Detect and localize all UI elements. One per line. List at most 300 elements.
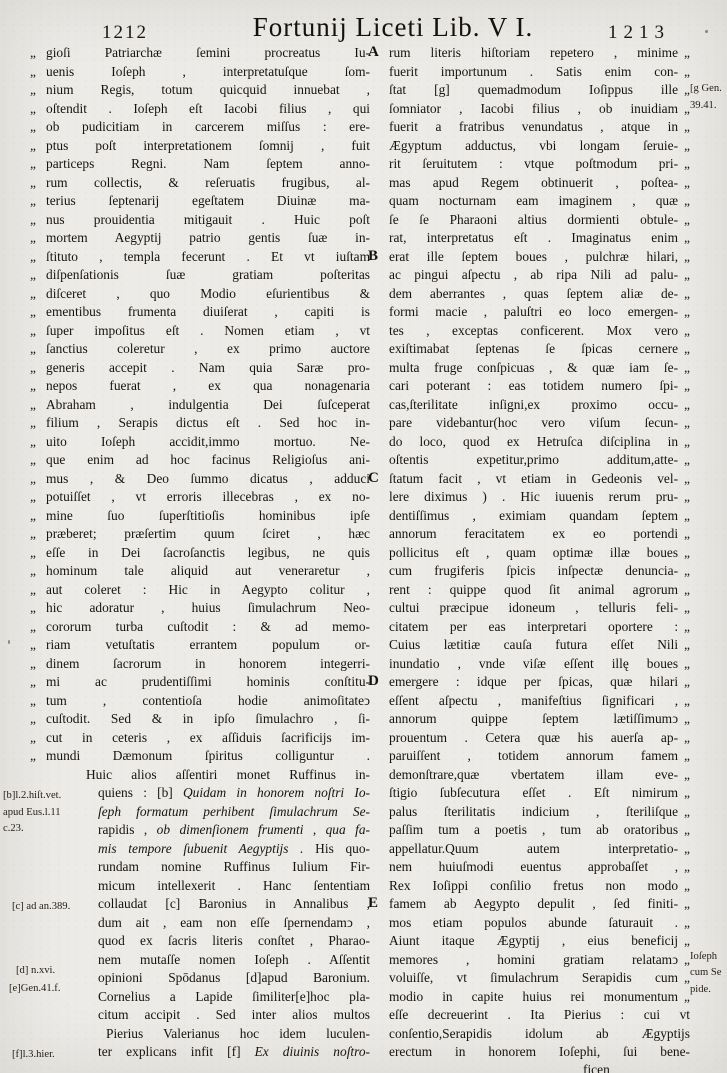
text-line-left [30,969,370,988]
body-text: uenis Ioſeph , interpretatuſque ſom- [46,63,370,79]
text-line-right [389,1006,690,1025]
italic-quotation-text: ſeph formatum perhibent ſimulachrum Se- [98,803,370,819]
quote-mark-opening: „ [30,415,36,430]
body-text: ſomniator , Iacobi filius , ob inuidiam [389,100,679,116]
margin-note-line: Ioſeph [690,950,718,962]
body-text: rit ſeruitutem : vtque poſtmodum pri- [389,156,679,171]
text-line-left [30,988,370,1007]
margin-note-left [3,788,61,838]
text-line-left [30,414,370,433]
left-text-column [30,44,370,1062]
quote-mark-closing: „ [684,600,690,615]
body-text: cororum turba cuſtodit : & ad memo- [46,618,370,634]
quote-mark-opening: „ [30,174,36,190]
quote-mark-closing: „ [684,674,690,689]
quote-mark-opening: „ [30,433,36,449]
text-line-right [389,932,690,951]
quote-mark-opening: „ [30,581,36,597]
quote-mark-closing: „ [684,119,690,134]
text-line-left [30,137,370,156]
text-line-right [389,118,690,137]
body-text: cum frugiferis ſpicis inſpectæ denuncia- [389,563,679,578]
text-line-left [30,192,370,211]
quote-mark-closing: „ [684,803,690,819]
text-line-right [389,877,690,896]
body-text: filium , Serapis dictus eſt . Sed hoc in- [46,415,370,430]
body-text: mus , & Deo ſummo dicatus , adduci [46,470,370,486]
text-line-left [30,507,370,526]
body-text: voluiſſe, vt ſimulachrum Serapidis cum [389,970,679,985]
text-line-right [389,951,690,970]
body-text: eſſe decreuerint . Ita Pierius : cui vt [389,1007,690,1022]
quote-mark-closing: „ [684,396,690,412]
body-text: cultui præcipue idoneum , telluris feli- [389,600,679,615]
quote-mark-opening: „ [30,637,36,652]
body-text: ſtigio ſubſecutura eſſet . Eſt nimirum [389,785,679,800]
quote-mark-closing: „ [684,489,690,504]
body-text: Aiunt itaque Ægyptij , eius beneficij [389,933,679,948]
body-text: eſſent aſpectu , manifeſtius ſignificari , [389,692,679,708]
text-line-left [30,544,370,563]
body-text: rat, interpretatus eſt . Imaginatus enim [389,230,679,245]
section-letter-A: A [368,44,379,60]
body-text: prouentum . Cetera quæ his auerſa ap- [389,729,679,745]
text-line-right [389,581,690,600]
italic-quotation-text: mis tempore ſubuenit Aegyptijs . [98,840,316,856]
body-text: micum intellexerit . Hanc ſententiam [98,877,370,893]
text-line-left [30,211,370,230]
text-line-right [389,174,690,193]
text-line-left [30,229,370,248]
quote-mark-opening: „ [30,618,36,634]
body-text: collaudat [c] Baronius in Annalibus , [98,896,370,911]
quote-mark-closing: „ [684,711,690,726]
text-line-right [389,599,690,618]
margin-note-right [690,81,722,114]
body-text: nem huiuſmodi euentus approbaſſet , [389,859,679,874]
body-text: quiens : [b] [98,785,183,800]
quote-mark-opening: „ [30,563,36,578]
quote-mark-opening: „ [30,193,36,208]
quote-mark-opening: „ [30,600,36,615]
right-text-column [368,44,690,1062]
quote-mark-opening: „ [30,230,36,245]
text-line-right [389,340,690,359]
text-line-right [389,840,690,859]
text-line-left [30,118,370,137]
body-text: Cornelius a Lapide ſimiliter[e]hoc pla- [98,988,370,1004]
text-line-left [30,322,370,341]
text-line-right [389,211,690,230]
body-text: erat ille ſeptem boues , pulchræ hilari, [389,248,679,264]
text-line-right [389,562,690,581]
text-line-left [30,636,370,655]
body-text: citatem per eas interpretari oportere : [389,618,679,634]
text-line-right [389,618,690,637]
margin-note-left [12,1047,55,1064]
text-line-right [389,414,690,433]
text-line-right [389,100,690,119]
body-text: conſentio,Serapidis idolum ab Ægyptijs [389,1025,690,1041]
text-line-right [389,766,690,785]
text-line-left [30,1006,370,1025]
section-letter-B: B [368,247,379,264]
body-text: fuerit a fratribus venundatus , atque in [389,119,679,134]
body-text: ſe ſe Pharaoni altius dormienti obtule- [389,211,679,227]
body-text: aut coleret : Hic in Aegypto colitur , [46,581,370,597]
text-line-right [389,137,690,156]
italic-quotation-text: Quidam in honorem noſtri Io- [183,785,370,800]
body-text: mine ſuo ſuperſtitioſis hominibus ipſe [46,507,370,523]
quote-mark-opening: „ [30,341,36,356]
body-text: His quo- [315,840,370,856]
quote-mark-opening: „ [30,655,36,671]
body-text: oſtendit . Ioſeph eſt Iacobi filius , qui [46,100,370,116]
text-line-left [30,655,370,674]
body-text: mos etiam populos abunde ſaturauit . [389,914,679,930]
quote-mark-closing: „ [684,341,690,356]
text-line-right [389,692,690,711]
text-line-left [30,914,370,933]
margin-note-line: [f]l.3.hier. [12,1049,55,1060]
margin-note-left [12,899,70,916]
quote-mark-opening: „ [30,82,36,97]
text-line-left [30,729,370,748]
body-text: Huic alios aſſentiri monet Ruffinus in- [86,766,370,782]
quote-mark-opening: „ [30,304,36,319]
quote-mark-opening: „ [30,674,36,689]
quote-mark-closing: „ [684,877,690,893]
body-text: nium Regis, totum quicquid innuebat , [46,82,370,97]
quote-mark-closing: „ [684,507,690,523]
body-text: que enim ad hoc facinus Religioſus ani- [46,452,370,467]
quote-mark-closing: „ [684,359,690,375]
body-text: annorum feracitatem ex eo portendi [389,526,679,541]
body-text: tes , exceptas conficerent. Mox vero [389,322,679,338]
body-text: modio in capite huius rei monumentum [389,988,679,1004]
text-line-right [389,729,690,748]
text-line-right [368,673,690,692]
body-text: eſſe in Dei ſacroſanctis legibus, ne quis [46,544,370,560]
body-text: pare videbantur(hoc vero viſum ſecun- [389,415,679,430]
body-text: dum ait , eam non eſſe ſpernendamↄ , [98,914,370,930]
scan-speck [8,640,10,644]
quote-mark-closing: „ [684,248,690,264]
quote-mark-closing: „ [684,378,690,393]
section-letter-C: C [368,469,379,486]
quote-mark-opening: „ [30,119,36,134]
body-text: terius ſeptenarij egeſtatem Diuinæ ma- [46,193,370,208]
text-line-left [30,581,370,600]
body-text: Ægyptum adductus, vbi longam ſeruie- [389,137,679,153]
margin-note-line: 39.41. [690,99,717,111]
body-text: nus prouidentia mitigauit . Huic poſt [46,211,370,227]
section-letter-D: D [368,673,379,689]
body-text: cas,ſterilitate inſigni,ex proximo occu- [389,396,679,412]
quote-mark-opening: „ [30,729,36,745]
body-text: ementibus frumenta diuiſerat , capiti is [46,304,370,319]
text-line-left [30,303,370,322]
text-line-left [30,821,370,840]
text-line-left [30,951,370,970]
body-text: generis accepit . Nam quia Saræ pro- [46,359,370,375]
text-line-left [30,63,370,82]
body-text: tum , contentioſa hodie animoſitateↄ [46,692,370,708]
text-line-right [389,488,690,507]
body-text: palus ſterilitatis indicium , ſteriliſque [389,803,679,819]
quote-mark-opening: „ [30,322,36,338]
quote-mark-closing: „ [684,988,690,1004]
text-line-left [30,599,370,618]
text-line-left [30,1025,370,1044]
text-line-left [30,359,370,378]
body-text: quam nocturnam eam imaginem , quæ [389,193,679,208]
body-text: oſtentis expetitur,primo additum,atte- [389,452,679,467]
quote-mark-opening: „ [30,526,36,541]
body-text: Cuius lætitiæ cauſa futura eſſet Nili [389,637,679,652]
quote-mark-opening: „ [30,748,36,763]
quote-mark-closing: „ [684,729,690,745]
quote-mark-closing: „ [684,322,690,338]
quote-mark-closing: „ [684,156,690,171]
text-line-right [389,433,690,452]
body-text: ſtatum facit , vt etiam in Gedeonis vel- [389,470,679,486]
margin-note-line: apud Eus.l.11 [3,806,61,818]
body-text: gioſi Patriarchæ ſemini procreatus Iu- [46,45,370,60]
margin-note-line: [g Gen. [690,83,722,94]
text-line-right [368,247,690,267]
text-line-left [30,1043,370,1062]
quote-mark-closing: „ [684,230,690,245]
text-line-right [389,1025,690,1044]
text-line-left [30,155,370,174]
text-line-right [389,821,690,840]
quote-mark-closing: „ [684,896,690,911]
text-line-left [30,451,370,470]
quote-mark-closing: „ [684,211,690,227]
quote-mark-opening: „ [30,507,36,523]
quote-mark-opening: „ [30,711,36,726]
text-line-left [30,673,370,692]
text-line-right [389,155,690,174]
text-line-left [30,784,370,803]
quote-mark-opening: „ [30,396,36,412]
body-text: riam vetuſtatis errantem populum or- [46,637,370,652]
quote-mark-closing: „ [684,692,690,708]
text-line-right [389,914,690,933]
body-text: opinioni Spōdanus [d]apud Baronium. [98,970,370,985]
body-text: emergere : idque per ſpicas, quæ hilari [389,674,679,689]
running-title: Fortunij Liceti Lib. V I. [252,12,534,42]
margin-note-left [9,981,60,998]
text-line-left [30,858,370,877]
text-line-left [30,266,370,285]
quote-mark-closing: „ [684,970,690,985]
body-text: ac pingui aſpectu , ab ripa Nili ad palu- [389,267,679,282]
body-text: Pierius Valerianus hoc idem luculen- [106,1025,370,1041]
text-line-left [30,488,370,507]
text-line-left [30,710,370,729]
text-line-right [389,322,690,341]
body-text: famem ab Aegypto depulit , ſed finiti- [389,896,679,911]
text-line-right [389,747,690,766]
body-text: potuiſſet , vt erroris illecebras , ex no- [46,489,370,504]
quote-mark-closing: „ [684,415,690,430]
quote-mark-opening: „ [30,470,36,486]
body-text: ter explicans infit [f] [98,1044,255,1059]
margin-note-line: [d] n.xvi. [16,964,56,976]
quote-mark-closing: „ [684,840,690,856]
text-line-left [30,44,370,63]
body-text: fuerit importunum . Satis enim con- [389,63,679,79]
quote-mark-closing: „ [684,304,690,319]
text-line-right [389,285,690,304]
quote-mark-closing: „ [684,748,690,763]
body-text: diſceret , quo Modio eſurientibus & [46,285,370,301]
quote-mark-closing: „ [684,433,690,449]
body-text: cut in ceteris , ex aſſiduis ſacrificijs im- [46,729,370,745]
body-text: hic adoratur , huius ſimulachrum Neo- [46,600,370,615]
text-line-right [389,63,690,82]
text-line-right [368,895,690,914]
page-header [0,8,727,46]
body-text: ſuper impoſitus eſt . Nomen etiam , vt [46,322,370,338]
quote-mark-opening: „ [30,452,36,467]
body-text: Rex Ioſippi conſilio fretus non modo [389,877,679,893]
body-text: paruiſſent , totidem annorum famem [389,748,679,763]
margin-note-line: pide. [690,983,711,995]
quote-mark-closing: „ [684,859,690,874]
quote-mark-closing: „ [684,766,690,782]
text-line-right [389,784,690,803]
text-line-left [30,618,370,637]
text-line-left [30,340,370,359]
text-line-right [389,544,690,563]
text-line-right [389,988,690,1007]
body-text: ſtat [g] quemadmodum Ioſippus ille [389,82,679,97]
body-text: nepos fuerat , ex qua nonagenaria [46,378,370,393]
text-line-left [30,174,370,193]
italic-quotation-text: Ex diuinis noſtro- [254,1044,370,1059]
body-text: erectum in honorem Ioſephi, ſui bene- [389,1044,690,1059]
quote-mark-closing: „ [684,526,690,541]
text-line-left [30,285,370,304]
body-text: quod ex ſacris literis conſtet , Pharao- [98,933,370,948]
body-text: appellatur.Quum autem interpretatio- [389,840,679,856]
body-text: inundatio , vnde viſæ eſſent illę boues [389,655,679,671]
body-text: cari poterant : eas totidem numero ſpi- [389,378,679,393]
body-text: rum literis hiſtoriam repetero , minime [389,45,679,60]
margin-note-right [690,949,721,999]
text-line-left [30,747,370,766]
margin-note-line: [e]Gen.41.f. [9,983,61,994]
quote-mark-closing: „ [684,45,690,60]
text-line-left [30,248,370,267]
quote-mark-closing: „ [684,933,690,948]
quote-mark-closing: „ [684,581,690,597]
quote-mark-opening: „ [30,156,36,171]
text-line-right [368,44,690,63]
quote-mark-closing: „ [684,137,690,153]
quote-mark-opening: „ [30,489,36,504]
quote-mark-closing: „ [684,655,690,671]
text-line-left [30,562,370,581]
text-line-left [30,525,370,544]
text-line-right [389,81,690,100]
quote-mark-closing: „ [684,914,690,930]
text-line-right [389,525,690,544]
body-text: uito Ioſeph accidit,immo mortuo. Ne- [46,433,370,449]
quote-mark-closing: „ [684,618,690,634]
quote-mark-closing: „ [684,174,690,190]
quote-mark-closing: „ [684,637,690,652]
quote-mark-opening: „ [30,378,36,393]
quote-mark-opening: „ [30,100,36,116]
quote-mark-closing: „ [684,785,690,800]
quote-mark-opening: „ [30,692,36,708]
body-text: ſtituto , templa fecerunt . Et vt iuſtam [46,248,370,264]
body-text: formi macie , paluſtri eo loco emergen- [389,304,679,319]
margin-note-line: [c] ad an.389. [12,901,71,912]
body-text: ſanctius coleretur , ex primo auctore [46,341,370,356]
text-line-right [389,396,690,415]
quote-mark-opening: „ [30,137,36,153]
text-line-right [389,969,690,988]
quote-mark-closing: „ [684,100,690,116]
quote-mark-closing: „ [684,951,690,967]
body-text: exiſtimabat ſeptenas ſe ſpicas cernere [389,341,679,356]
text-line-left [30,803,370,822]
body-text: nem mutaſſe nomen Ioſeph . Aſſentit [98,951,370,967]
text-line-left [30,433,370,452]
body-text: mundi Dæmonum ſpiritus colliguntur . [46,748,370,763]
text-line-right [389,1043,690,1062]
body-text: diſpenſationis ſuæ gratiam poſteritas [46,267,370,282]
quote-mark-closing: „ [684,267,690,282]
quote-mark-closing: „ [684,470,690,486]
text-line-left [30,396,370,415]
text-line-left [30,81,370,100]
body-text: citum accipit . Sed inter alios multos [98,1007,370,1022]
margin-note-line: cum Se [690,967,722,978]
body-text: cuſtodit. Sed & in ipſo ſimulachro , ſi- [46,711,370,726]
text-line-right [389,377,690,396]
text-line-left [30,877,370,896]
text-line-left [30,377,370,396]
body-text: ob pudicitiam in carcerem miſſus : ere- [46,119,370,134]
quote-mark-opening: „ [30,285,36,301]
scan-speck [705,30,708,33]
quote-mark-closing: „ [684,63,690,79]
body-text: dinem ſacrorum in honorem integerri- [46,655,370,671]
quote-mark-closing: „ [684,193,690,208]
quote-mark-closing: „ [684,285,690,301]
body-text: mas apud Regem obtinuerit , poſtea- [389,174,679,190]
body-text: ptus poſt interpretationem ſomnij , fuit [46,137,370,153]
margin-note-line: c.23. [3,823,24,834]
margin-note-left [16,963,55,980]
italic-quotation-text: ob dimenſionem frumenti , qua fa- [156,822,370,837]
text-line-right [389,655,690,674]
body-text: hominum tale aliquid aut veneraretur , [46,563,370,578]
text-line-right [389,303,690,322]
text-line-right [389,229,690,248]
body-text: annorum quippe ſeptem lætiſſimumↄ [389,711,679,726]
text-line-left [30,470,370,489]
catchword: ficen [583,1062,610,1073]
text-line-right [389,451,690,470]
body-text: rum collectis, & reſeruatis frugibus, al- [46,174,370,190]
